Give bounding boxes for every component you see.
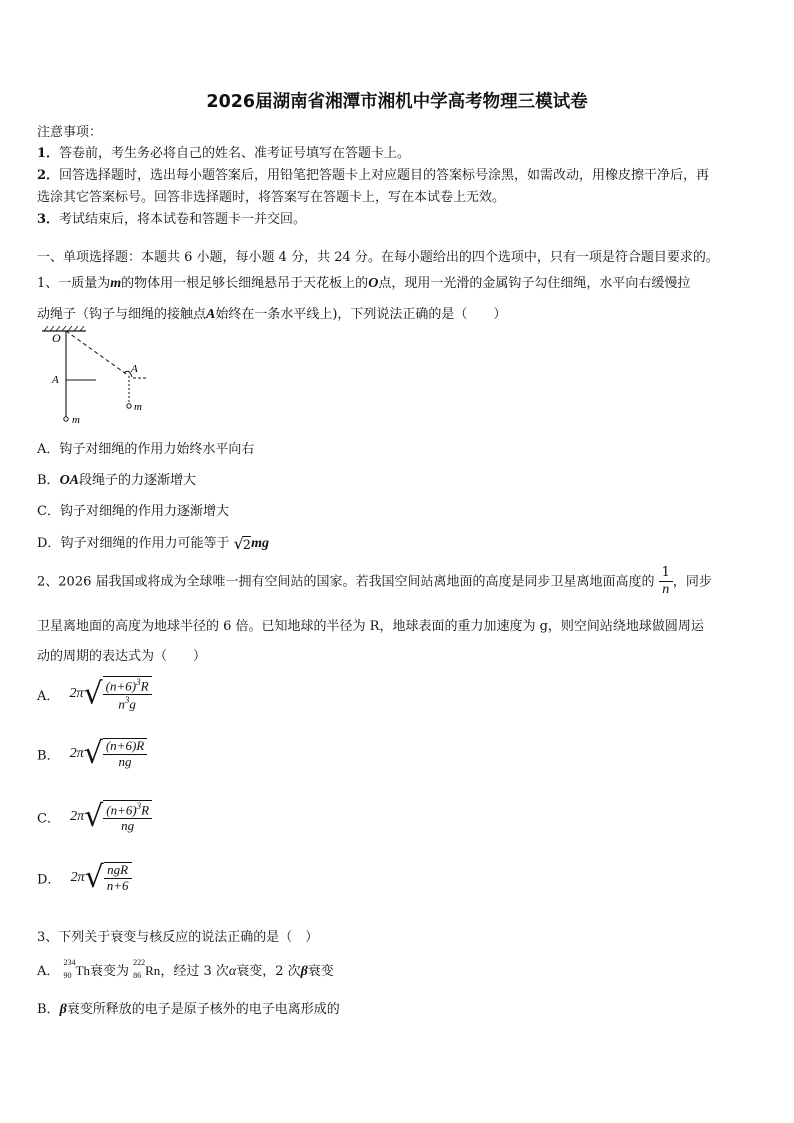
notice-num: 3．: [37, 212, 60, 227]
option-text: ，经过 3 次: [160, 964, 229, 979]
option-coef: 2π: [69, 745, 84, 761]
fig-label-A-right: A: [131, 363, 138, 375]
q3-stem: 3、下列关于衰变与核反应的说法正确的是（ ）: [37, 930, 319, 945]
sqrt-icon: √: [84, 799, 104, 835]
q3-option-b[interactable]: [37, 998, 340, 1018]
fig-label-m-right: m: [134, 401, 142, 413]
frac-den-tail: g: [129, 696, 136, 712]
option-coef: 2π: [69, 686, 84, 702]
notice-item-3: [37, 208, 306, 227]
sqrt-icon: √: [83, 735, 103, 771]
notice-item-2-cont: 选涂其它答案标号。回答非选择题时，将答案写在答题卡上，写在本试卷上无效。: [37, 190, 506, 205]
beta-symbol: β: [59, 1002, 67, 1017]
sqrt-icon: √: [84, 859, 104, 895]
q3-option-a[interactable]: [37, 960, 334, 980]
q1-var-m: m: [110, 276, 122, 291]
fig-label-O: O: [52, 331, 61, 345]
notice-num: 2．: [37, 168, 60, 183]
notice-num: 1．: [37, 146, 60, 161]
notice-text: 考试结束后，将本试卷和答题卡一并交回。: [59, 212, 307, 227]
option-coef: 2π: [70, 809, 85, 825]
atomic-number: 90: [63, 971, 72, 980]
section-heading: 一、单项选择题：本题共 6 小题，每小题 4 分，共 24 分。在每小题给出的四个选项中，只有一项是符合题目要求的。: [37, 250, 719, 265]
option-label: B．: [37, 473, 60, 488]
alpha-symbol: α: [228, 964, 237, 979]
frac-num: ngR: [104, 863, 132, 879]
notice-text: 回答选择题时，选出每小题答案后，用铅笔把答题卡上对应题目的答案标号涂黑，如需改动，用橡皮擦干净后，再: [59, 168, 710, 183]
exponent: 3: [136, 677, 141, 687]
q2-text: 2、2026 届我国或将成为全球唯一拥有空间站的国家。若我国空间站离地面的高度是同步卫星离地面高度的: [37, 574, 655, 590]
option-label: C．: [37, 811, 60, 827]
q1-var-A: A: [206, 307, 216, 322]
frac-num: (n+6): [105, 678, 137, 694]
option-fraction: [104, 862, 132, 894]
frac-den: n: [662, 581, 670, 597]
q1-stem-line1: [37, 272, 690, 292]
q2-option-a[interactable]: [37, 676, 152, 713]
option-var: mg: [251, 536, 269, 551]
q2-stem-line1: [37, 566, 712, 598]
option-text: 钩子对细绳的作用力逐渐增大: [59, 504, 229, 519]
nuclide-th: [63, 958, 90, 980]
q1-figure: [38, 325, 168, 425]
frac-num: (n+6)R: [103, 739, 147, 755]
q1-stem-line2: [37, 303, 506, 323]
exponent: 3: [136, 801, 142, 811]
q2-option-c[interactable]: [37, 800, 152, 834]
frac-den: ng: [118, 753, 132, 769]
frac-num: (n+6): [106, 802, 137, 818]
option-text: 衰变为: [89, 964, 129, 979]
q2-stem-line2: 卫星离地面的高度为地球半径的 6 倍。已知地球的半径为 R，地球表面的重力加速度为 g，则空间站绕地球做圆周运: [37, 619, 704, 634]
beta-symbol: β: [300, 964, 308, 979]
q2-stem-line3: 动的周期的表达式为（ ）: [37, 649, 207, 664]
notice-text: 答卷前，考生务必将自己的姓名、准考证号填写在答题卡上。: [59, 146, 411, 161]
frac-num: 1: [659, 566, 673, 582]
q1-option-c[interactable]: [37, 500, 229, 519]
q1-option-d[interactable]: [37, 532, 269, 553]
notice-item-2: [37, 164, 709, 183]
option-label: A．: [37, 688, 60, 704]
frac-den: ng: [121, 818, 135, 834]
notice-heading: 注意事项：: [37, 125, 103, 140]
q1-text: 动绳子（钩子与细绳的接触点: [37, 307, 207, 322]
frac-num-tail: R: [141, 802, 150, 818]
q1-option-b[interactable]: [37, 469, 196, 489]
option-text: 钩子对细绳的作用力可能等于: [60, 536, 230, 551]
atomic-number: 86: [133, 971, 142, 980]
q1-text: 始终在一条水平线上)，下列说法正确的是（ ）: [215, 307, 507, 322]
element-symbol: Th: [75, 963, 90, 978]
option-label: D．: [37, 536, 61, 551]
option-label: A．: [37, 964, 60, 979]
element-symbol: Rn: [145, 963, 161, 978]
option-fraction: [103, 676, 152, 713]
option-text: 段绳子的力逐渐增大: [79, 473, 197, 488]
fig-label-A-left: A: [52, 374, 59, 386]
option-label: B．: [37, 1002, 60, 1017]
frac-den: n: [118, 696, 125, 712]
option-fraction: [103, 738, 147, 770]
mass-number: 234: [63, 958, 76, 967]
option-var: OA: [59, 473, 80, 488]
sqrt-icon: √: [83, 676, 103, 712]
option-label: D．: [37, 872, 61, 888]
fig-label-m-left: m: [72, 414, 80, 425]
nuclide-rn: [133, 958, 161, 980]
option-text: 钩子对细绳的作用力始终水平向右: [59, 442, 255, 457]
fraction-1-over-n: [659, 566, 673, 598]
option-text: 衰变，2 次: [236, 964, 301, 979]
frac-num-tail: R: [140, 678, 149, 694]
page-title: 2026届湖南省湘潭市湘机中学高考物理三模试卷: [206, 92, 588, 112]
option-fraction: [103, 800, 152, 834]
q2-option-b[interactable]: [37, 735, 147, 771]
option-text: 衰变所释放的电子是原子核外的电子电离形成的: [66, 1002, 340, 1017]
q1-option-a[interactable]: [37, 438, 254, 457]
q2-text: ，同步: [672, 574, 712, 590]
option-label: A．: [37, 442, 60, 457]
q1-var-O: O: [368, 276, 379, 291]
option-text: 衰变: [307, 964, 334, 979]
q1-text: 的物体用一根足够长细绳悬吊于天花板上的: [121, 276, 369, 291]
sqrt-expression: √2: [233, 534, 252, 553]
option-label: B．: [37, 748, 60, 764]
q1-text: 1、一质量为: [37, 276, 111, 291]
q2-option-d[interactable]: [37, 859, 132, 895]
notice-item-1: [37, 142, 410, 161]
exponent: 3: [124, 695, 130, 706]
q1-text: 点，现用一光滑的金属钩子勾住细绳，水平向右缓慢拉: [378, 276, 691, 291]
option-coef: 2π: [70, 869, 85, 885]
option-label: C．: [37, 504, 60, 519]
mass-number: 222: [133, 958, 146, 967]
radicand: 2: [242, 538, 252, 553]
frac-den: n+6: [106, 877, 129, 893]
